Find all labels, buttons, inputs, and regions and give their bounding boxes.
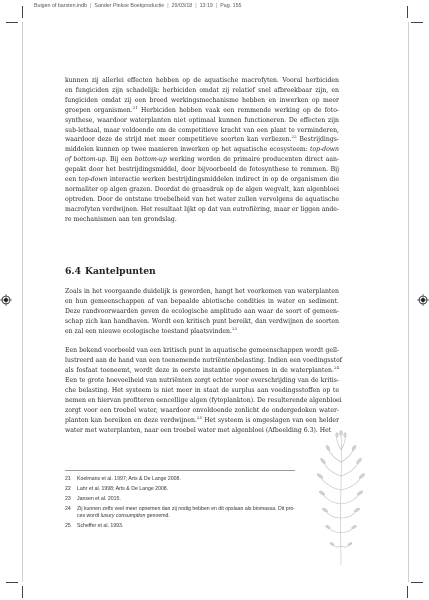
footnote-line (77, 506, 295, 513)
text-line (65, 175, 339, 185)
footnote (65, 476, 295, 483)
text-line (65, 426, 339, 436)
text-line (65, 135, 339, 145)
text-run: waardoor deze de strijd met meer competitieve soorten kan verliezen. (65, 136, 292, 144)
footnote-ref: 24 (333, 365, 339, 371)
text-run: Scheffer et al. 1993. (77, 523, 124, 530)
text-run: zorgt voor een troebel water, waardoor onvoldoende zonlicht de ondergedoken water- (65, 406, 339, 414)
text-line (65, 406, 339, 416)
crop-mark (6, 22, 18, 23)
text-run: genoemd. (145, 513, 170, 520)
text-line (65, 366, 339, 376)
text-run: Lahr et al. 1998; Arts & De Lange 2008. (77, 486, 169, 492)
text-run: werking worden de primaire producenten direct aan- (166, 156, 340, 164)
footnote-line (77, 476, 295, 483)
paragraph (65, 346, 343, 435)
text-run: nemen en hiervan profiteren eencellige algen (fytoplankton). De resulterende algenbloei (65, 396, 342, 404)
footnote-ref: 25 (196, 414, 202, 420)
footnote-line (77, 523, 295, 530)
footnote-line (77, 496, 295, 503)
footnote-number: 25 (65, 523, 71, 530)
footnote (65, 486, 295, 493)
text-run: kunnen zij allerlei effecten hebben op de aquatische macrofyten. Vooral herbiciden (65, 77, 339, 84)
text-line (65, 86, 339, 96)
footnote-text (77, 523, 295, 530)
text-line (65, 126, 339, 136)
text-line (65, 185, 339, 195)
footnote-text (77, 486, 295, 493)
footnote-number: 22 (65, 486, 71, 492)
text-run: fungiciden omdat zij een breed werkingsmechanisme hebben en inwerken op meer (65, 96, 339, 104)
text-run: en zal een nieuwe ecologische toestand plaatsvinden. (65, 327, 232, 335)
footnote-rule (65, 470, 295, 471)
footnote-text (77, 476, 295, 483)
text-run: synthese, waardoor waterplanten niet optimaal kunnen functioneren. De effecten zijn (65, 116, 339, 124)
text-line (65, 356, 343, 366)
text-run: interactie werken bestrijdingsmiddelen indirect in op de organismen die (107, 176, 339, 184)
slug-time: 13:19 (199, 3, 213, 9)
section-number: 6.4 (65, 266, 81, 277)
footnote-ref: 23 (231, 325, 238, 331)
italic-term: bottom-up (134, 156, 167, 164)
crop-mark (22, 6, 23, 18)
text-line (65, 205, 339, 215)
text-run: . Bij een (105, 156, 135, 164)
text-line (65, 386, 339, 396)
section-heading (65, 266, 156, 277)
footnote-number: 24 (65, 506, 71, 512)
text-line (65, 396, 342, 406)
text-run: Het systeem is omgeslagen van een helder (202, 416, 340, 424)
text-line (65, 317, 339, 327)
slug-date: 29/03/18 (171, 3, 193, 9)
text-run: Koelmans et al. 1997; Arts & De Lange 2008. (77, 476, 181, 482)
footnote-line (77, 513, 295, 520)
text-run: Een bekend voorbeeld van een kritisch punt in aquatische gemeenschappen wordt geïl- (65, 347, 339, 355)
plant-illustration-icon (316, 430, 366, 565)
text-line (65, 106, 339, 116)
text-line (65, 195, 339, 205)
text-run: planten kan bereiken en deze verdwijnen. (65, 416, 197, 424)
text-line (65, 96, 339, 106)
text-run: optreden. Door de ontstane troebelheid van het water zullen vervolgens de aquatische (65, 195, 339, 203)
footnote-text (77, 496, 295, 503)
crop-mark (411, 22, 423, 23)
crop-mark (407, 586, 408, 598)
text-line (65, 215, 339, 225)
crop-mark (6, 582, 18, 583)
crop-mark (407, 6, 408, 18)
text-line (65, 155, 339, 165)
text-run: gepakt door het bestrijdingsmiddel, door bijvoorbeeld de fotosynthese te remmen. Bij (65, 166, 339, 174)
footnote-text (77, 506, 295, 521)
text-run: ces wordt (77, 513, 101, 520)
text-line (65, 287, 339, 297)
text-line (65, 165, 339, 175)
crop-mark (22, 586, 23, 598)
footnote-line (77, 486, 295, 493)
footnote-number: 23 (65, 496, 71, 502)
footnote-number: 21 (65, 476, 71, 482)
registration-mark-icon (417, 294, 429, 306)
text-run: Een te grote hoeveelheid van nutriënten zorgt echter voor overschrijding van de kritis- (65, 377, 339, 385)
footnotes (65, 470, 295, 533)
body-text-top (65, 76, 339, 225)
text-run: Bestrijdings- (296, 136, 339, 144)
text-run: Jansen et al. 2015. (77, 496, 121, 502)
footnote-list (65, 476, 295, 531)
text-run: en fungiciden zijn schadelijk: herbiciden omdat zij relatief snel afbreekbaar zijn, en (65, 86, 339, 94)
text-run: Zoals in het voorgaande duidelijk is geworden, hangt het voorkomen van waterplanten (65, 288, 339, 295)
footnote (65, 506, 295, 521)
crop-mark (411, 582, 423, 583)
italic-term: of bottom-up (65, 156, 106, 164)
text-run: Zij kunnen zelfs veel meer opnemen dan zij nodig hebben en dit opslaan als biomassa. Dit pro- (77, 506, 296, 512)
text-run: als fosfaat toeneemt, wordt deze in eerste instantie opgenomen in de waterplanten. (65, 367, 334, 375)
italic-term: luxury consumption (100, 513, 146, 520)
slug-file: Buigen of barsten.indb (34, 3, 88, 9)
italic-term: top-down (309, 146, 339, 154)
slug-page: Pag. 155 (220, 3, 242, 9)
slug-producer: Sander Pinkse Boekproductie (94, 3, 165, 9)
text-line (65, 327, 339, 337)
text-line (65, 376, 339, 386)
text-run: water met waterplanten, naar een troebel water met algenbloei (Afbeelding 6.3). Het (65, 426, 332, 434)
body-text-section (65, 287, 343, 435)
text-run: groepen organismen. (65, 106, 133, 114)
italic-term: top-down (78, 176, 108, 184)
paragraph (65, 287, 339, 337)
text-line (65, 145, 339, 155)
text-run: lustreerd aan de hand van een toenemende nutriëntenbelasting. Indien een voedingsstof (65, 357, 343, 365)
text-line (65, 346, 339, 356)
text-run: Deze randvoorwaarden geven de ecologische amplitudo aan waar de soort of gemeen- (65, 307, 339, 315)
text-run: en hun gemeenschappen af van bepaalde abiotische condities in water en sediment. (65, 297, 339, 305)
text-line (65, 297, 339, 307)
text-run: re mechanismen aan ten grondslag. (65, 215, 177, 223)
footnote-ref: 21 (132, 104, 138, 110)
footnote (65, 496, 295, 503)
text-run: middelen kunnen op twee manieren inwerken op het aquatische ecosysteem: (65, 146, 310, 154)
text-line (65, 76, 339, 86)
text-run: Herbiciden hebben vaak een remmende werking op de foto- (137, 106, 339, 114)
print-slug: Buigen of barsten.indb | Sander Pinkse Boekproductie | 29/03/18 | 13:19 | Pag. 155 (34, 3, 242, 9)
text-run: normaliter op algen grazen. Doordat de graasdruk op de algen wegvalt, kan algenbloei (65, 185, 339, 193)
section-title-text: Kantelpunten (84, 266, 156, 277)
footnote (65, 523, 295, 530)
paragraph (65, 76, 339, 225)
text-run: macrofyten verdwijnen. Het resultaat lijkt op dat van eutrofiëring, maar er liggen ande- (65, 205, 339, 213)
text-run: che belasting. Het systeem is niet meer in staat de surplus aan voedingsstoffen op te (65, 386, 339, 394)
text-run: een (65, 176, 79, 184)
text-line (65, 416, 339, 426)
footnote-ref: 22 (291, 134, 297, 140)
registration-mark-icon (0, 294, 12, 306)
text-line (65, 116, 339, 126)
text-run: sub-lethaal, maar voldoende om de competitieve kracht van een plant te verminderen, (65, 126, 339, 134)
text-line (65, 307, 339, 317)
text-run: schap zich kan handhaven. Wordt een kritisch punt bereikt, dan verdwijnen de soorten (65, 317, 339, 325)
